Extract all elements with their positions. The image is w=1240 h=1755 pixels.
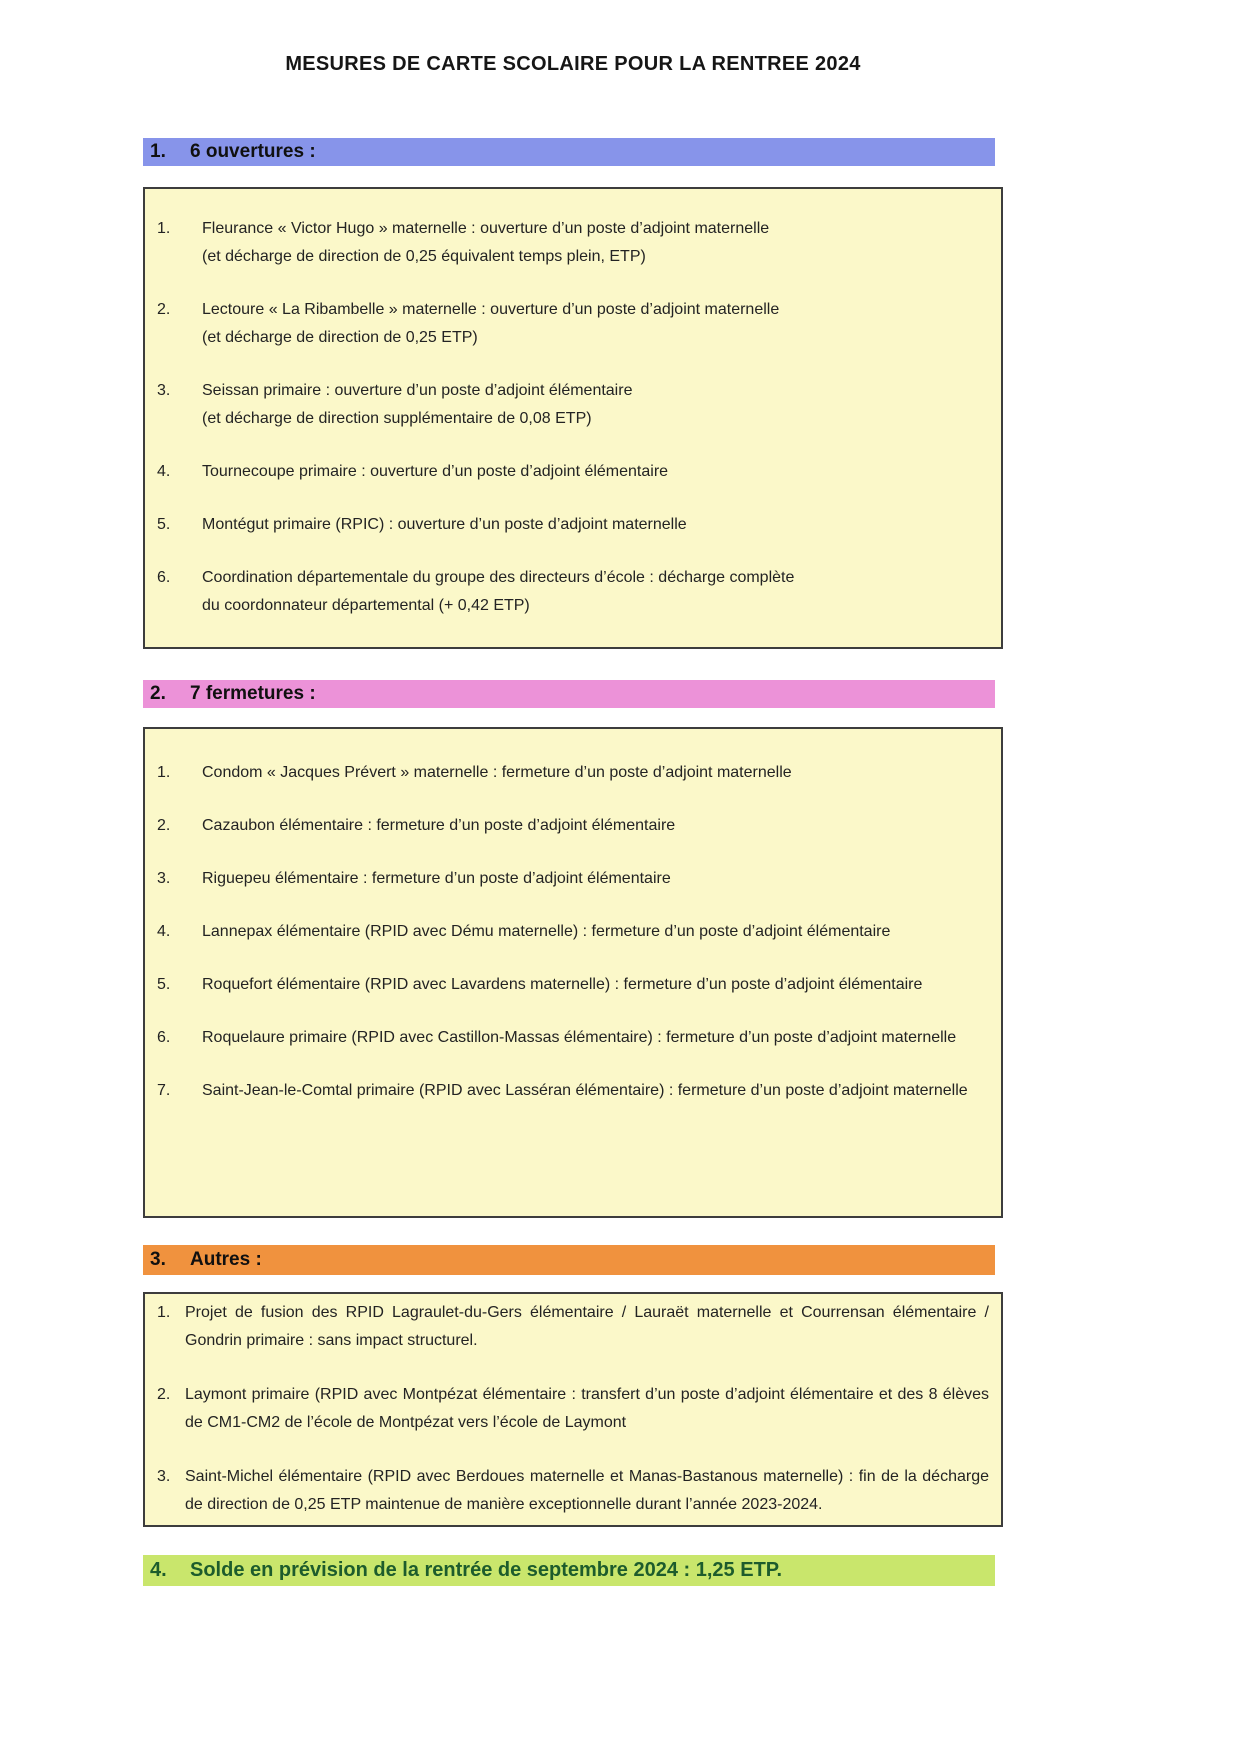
- item-number: 5.: [157, 516, 171, 533]
- item-line: Lannepax élémentaire (RPID avec Dému maternelle) : fermeture d’un poste d’adjoint élémentaire: [202, 923, 891, 940]
- item-text: [202, 971, 985, 999]
- item-number: 5.: [157, 976, 171, 993]
- list-item: [157, 215, 985, 271]
- item-line: Cazaubon élémentaire : fermeture d’un poste d’adjoint élémentaire: [202, 817, 676, 834]
- item-text: [202, 1077, 985, 1105]
- list-item: [157, 377, 985, 433]
- list-item: [157, 564, 985, 620]
- item-line: Laymont primaire (RPID avec Montpézat élémentaire : transfert d’un poste d’adjoint élémentaire et des 8 élèves de CM1-CM2 de l’école de Montpézat vers l’école de Laymont: [185, 1386, 989, 1431]
- item-line: Projet de fusion des RPID Lagraulet-du-Gers élémentaire / Lauraët maternelle et Courrensan élémentaire / Gondrin primaire : sans impact structurel.: [185, 1304, 989, 1349]
- list-item: [157, 1077, 985, 1105]
- list-item: [157, 458, 985, 486]
- item-number: 2.: [157, 301, 171, 318]
- item-line: Coordination départementale du groupe des directeurs d’école : décharge complète: [202, 569, 795, 586]
- section-2-header: [143, 680, 995, 708]
- section-3-number: 3.: [150, 1249, 166, 1270]
- list-item: [157, 296, 985, 352]
- section-3-heading: Autres :: [190, 1249, 262, 1270]
- section-3-header: [143, 1245, 995, 1275]
- item-line: Fleurance « Victor Hugo » maternelle : ouverture d’un poste d’adjoint maternelle: [202, 220, 770, 237]
- list-item: [157, 1463, 989, 1519]
- list-item: [157, 971, 985, 999]
- list-item: [157, 1381, 989, 1437]
- item-text: [202, 511, 985, 539]
- item-number: 3.: [157, 870, 171, 887]
- item-line: (et décharge de direction de 0,25 équivalent temps plein, ETP): [202, 248, 646, 265]
- item-text: [202, 812, 985, 840]
- item-text: [202, 215, 985, 271]
- item-text: [202, 564, 985, 620]
- section-3-panel: [143, 1292, 1003, 1527]
- item-text: [202, 458, 985, 486]
- item-text: [202, 1024, 985, 1052]
- item-line: Roquefort élémentaire (RPID avec Lavardens maternelle) : fermeture d’un poste d’adjoint élémentaire: [202, 976, 923, 993]
- item-number: 6.: [157, 1029, 171, 1046]
- item-number: 1.: [157, 220, 171, 237]
- item-line: Riguepeu élémentaire : fermeture d’un poste d’adjoint élémentaire: [202, 870, 671, 887]
- item-number: 4.: [157, 463, 171, 480]
- section-1-number: 1.: [150, 141, 166, 162]
- item-number: 2.: [157, 1386, 171, 1403]
- list-item: [157, 759, 985, 787]
- item-number: 3.: [157, 1468, 171, 1485]
- item-line: Roquelaure primaire (RPID avec Castillon-Massas élémentaire) : fermeture d’un poste d’adjoint maternelle: [202, 1029, 957, 1046]
- section-4-heading: Solde en prévision de la rentrée de septembre 2024 : 1,25 ETP.: [190, 1559, 783, 1581]
- item-line: Condom « Jacques Prévert » maternelle : fermeture d’un poste d’adjoint maternelle: [202, 764, 792, 781]
- item-line: Tournecoupe primaire : ouverture d’un poste d’adjoint élémentaire: [202, 463, 669, 480]
- item-text: [185, 1463, 989, 1519]
- item-text: [202, 296, 985, 352]
- list-item: [157, 511, 985, 539]
- list-item: [157, 812, 985, 840]
- list-item: [157, 1024, 985, 1052]
- section-2-panel: [143, 727, 1003, 1218]
- item-line: du coordonnateur départemental (+ 0,42 ETP): [202, 597, 530, 614]
- item-number: 7.: [157, 1082, 171, 1099]
- item-number: 1.: [157, 1304, 171, 1321]
- item-number: 3.: [157, 382, 171, 399]
- list-item: [157, 1299, 989, 1355]
- list-item: [157, 865, 985, 893]
- section-1-panel: [143, 187, 1003, 649]
- section-2-heading: 7 fermetures :: [190, 683, 316, 704]
- item-text: [202, 865, 985, 893]
- item-text: [185, 1381, 989, 1437]
- item-text: [202, 918, 985, 946]
- section-4-summary-bar: [143, 1555, 995, 1586]
- document-title: MESURES DE CARTE SCOLAIRE POUR LA RENTREE 2024: [285, 53, 861, 75]
- section-4-number: 4.: [150, 1559, 167, 1581]
- item-text: [185, 1299, 989, 1355]
- section-1-header: [143, 138, 995, 166]
- item-number: 1.: [157, 764, 171, 781]
- item-number: 2.: [157, 817, 171, 834]
- section-2-number: 2.: [150, 683, 166, 704]
- item-line: Seissan primaire : ouverture d’un poste d’adjoint élémentaire: [202, 382, 633, 399]
- item-text: [202, 759, 985, 787]
- section-1-heading: 6 ouvertures :: [190, 141, 316, 162]
- item-line: Montégut primaire (RPIC) : ouverture d’un poste d’adjoint maternelle: [202, 516, 687, 533]
- item-line: Lectoure « La Ribambelle » maternelle : ouverture d’un poste d’adjoint maternelle: [202, 301, 780, 318]
- item-number: 4.: [157, 923, 171, 940]
- item-line: Saint-Michel élémentaire (RPID avec Berdoues maternelle et Manas-Bastanous maternelle) : fin de la décharge de direction de 0,25 ETP maintenue de manière exceptionnelle durant l’année 2023-2024.: [185, 1468, 989, 1513]
- item-text: [202, 377, 985, 433]
- list-item: [157, 918, 985, 946]
- item-line: (et décharge de direction supplémentaire de 0,08 ETP): [202, 410, 592, 427]
- item-line: Saint-Jean-le-Comtal primaire (RPID avec Lasséran élémentaire) : fermeture d’un poste d’adjoint maternelle: [202, 1082, 968, 1099]
- item-number: 6.: [157, 569, 171, 586]
- item-line: (et décharge de direction de 0,25 ETP): [202, 329, 478, 346]
